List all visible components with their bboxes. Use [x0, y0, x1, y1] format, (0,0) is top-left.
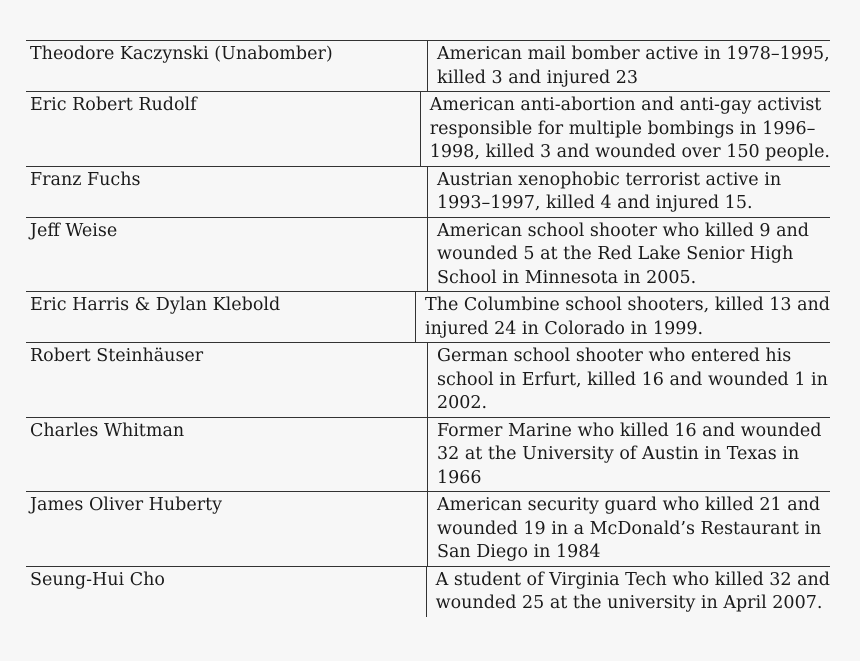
table-row [26, 41, 830, 92]
description-line: American mail bomber active in 1978–1995, [437, 44, 830, 64]
description-line: Former Marine who killed 16 and wounded [437, 420, 822, 441]
description-line: The Columbine school shooters, killed 13 and [425, 295, 830, 315]
description-cell [427, 567, 830, 617]
description-cell [421, 92, 830, 166]
table-row [26, 343, 830, 418]
description-line: 1993–1997, killed 4 and injured 15. [437, 193, 753, 213]
table-row [26, 218, 830, 293]
description-line: American security guard who killed 21 and [437, 495, 821, 515]
name-cell: James Oliver Huberty [26, 492, 428, 566]
description-cell [416, 292, 830, 342]
table-row [26, 292, 830, 343]
description-cell [428, 418, 830, 492]
description-line: 1966 [437, 467, 482, 488]
description-line: San Diego in 1984 [437, 542, 601, 562]
name-cell: Robert Steinhäuser [26, 343, 428, 417]
description-cell [428, 492, 830, 566]
name-cell: Eric Harris & Dylan Klebold [26, 292, 416, 342]
description-cell [428, 218, 830, 292]
description-cell [428, 41, 830, 91]
description-line: killed 3 and injured 23 [437, 67, 639, 88]
name-cell: Seung-Hui Cho [26, 567, 427, 617]
name-cell: Jeff Weise [26, 218, 428, 292]
description-line: School in Minnesota in 2005. [437, 267, 697, 288]
perpetrators-table [26, 40, 830, 617]
description-line: German school shooter who entered his [437, 346, 792, 366]
table-row [26, 418, 830, 493]
description-line: school in Erfurt, killed 16 and wounded 1 in [437, 369, 828, 390]
name-cell: Charles Whitman [26, 418, 428, 492]
table-row [26, 567, 830, 617]
name-cell: Franz Fuchs [26, 167, 428, 217]
description-line: wounded 5 at the Red Lake Senior High [437, 244, 794, 264]
table-row [26, 492, 830, 567]
description-line: A student of Virginia Tech who killed 32 and [435, 569, 830, 590]
name-cell: Eric Robert Rudolf [26, 92, 421, 166]
description-line: wounded 25 at the university in April 2007. [435, 593, 823, 613]
description-line: American anti-abortion and anti-gay activist [429, 95, 822, 115]
name-cell: Theodore Kaczynski (Unabomber) [26, 41, 428, 91]
description-line: injured 24 in Colorado in 1999. [425, 318, 704, 339]
description-line: 32 at the University of Austin in Texas in [437, 444, 800, 464]
description-line: responsible for multiple bombings in 1996– [429, 118, 816, 139]
description-line: wounded 19 in a McDonald’s Restaurant in [437, 518, 822, 539]
table-row [26, 92, 830, 167]
description-line: 1998, killed 3 and wounded over 150 people. [429, 142, 830, 162]
description-cell [428, 167, 830, 217]
description-line: American school shooter who killed 9 and [437, 220, 810, 241]
table-row [26, 167, 830, 218]
description-cell [428, 343, 830, 417]
description-line: Austrian xenophobic terrorist active in [437, 169, 782, 190]
description-line: 2002. [437, 393, 488, 413]
